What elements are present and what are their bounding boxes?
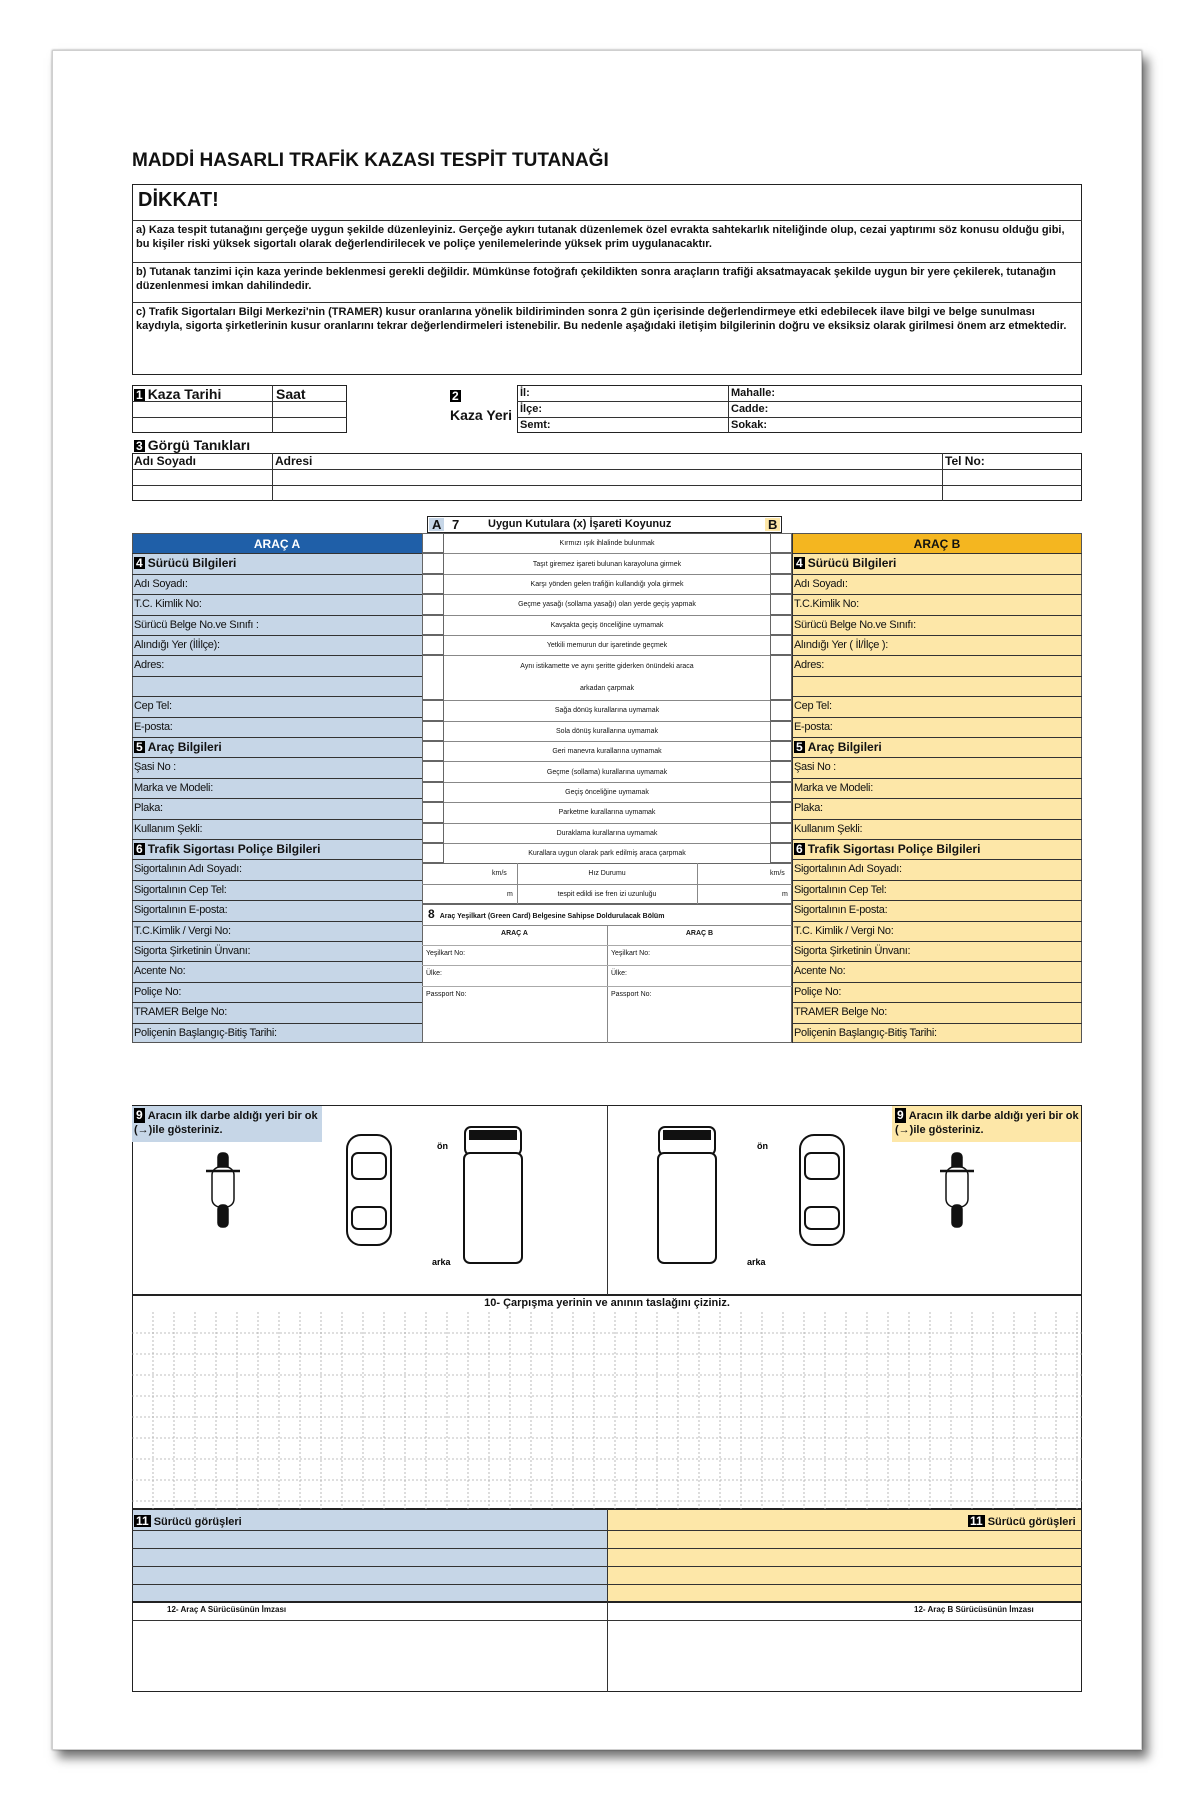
checkbox-b[interactable] xyxy=(770,823,792,843)
violation-item: Yetkili memurun dur işaretinde geçmek xyxy=(546,642,668,650)
sketch-grid[interactable] xyxy=(132,1312,1082,1509)
vehicle-b-field-label: Şasi No : xyxy=(794,761,836,774)
vehicle-b-field-label: Poliçenin Başlangıç-Bitiş Tarihi: xyxy=(794,1026,937,1039)
green-card-b-pas: Passport No: xyxy=(611,990,652,998)
vehicle-a-field-label: Adı Soyadı: xyxy=(134,577,188,590)
section-11-number-b: 11 xyxy=(970,1514,983,1528)
vehicle-a-field-label: Plaka: xyxy=(134,802,163,815)
section-2-number: 2 xyxy=(452,389,459,403)
checkbox-a[interactable] xyxy=(422,615,444,635)
s5-label-a: Araç Bilgileri xyxy=(147,740,222,754)
cadde-label: Cadde: xyxy=(731,403,769,415)
front-label-b: ön xyxy=(757,1141,768,1151)
s6-section-b xyxy=(794,843,980,855)
vehicle-a-field-label: Poliçe No: xyxy=(134,985,182,998)
checkbox-b[interactable] xyxy=(770,761,792,781)
speed-label: Hız Durumu xyxy=(588,870,626,878)
section-7-label: Uygun Kutulara (x) İşareti Koyunuz xyxy=(488,518,672,530)
rear-label-b: arka xyxy=(747,1257,766,1267)
vehicle-a-header: ARAÇ A xyxy=(253,537,301,551)
checkbox-a[interactable] xyxy=(422,782,444,802)
s4-label-a: Sürücü Bilgileri xyxy=(147,556,237,571)
vehicle-b-field-label: Marka ve Modeli: xyxy=(794,781,873,794)
violation-item: Geçme (sollama) kurallarına uymamak xyxy=(546,768,668,776)
section-7-number: 7 xyxy=(452,517,460,532)
checkbox-b[interactable] xyxy=(770,741,792,761)
form-title: MADDİ HASARLI TRAFİK KAZASI TESPİT TUTANAĞI xyxy=(132,150,609,171)
green-card-b-header: ARAÇ B xyxy=(685,929,714,937)
s5-label-b: Araç Bilgileri xyxy=(807,740,882,754)
vehicle-b-field-label: Sigortalının Adı Soyadı: xyxy=(794,863,902,876)
vehicle-b-field-label: Sigortalının Cep Tel: xyxy=(794,883,887,896)
il-label: İl: xyxy=(520,387,530,399)
vehicle-diagrams[interactable] xyxy=(132,1105,1082,1295)
accident-date-label: Kaza Tarihi xyxy=(147,386,222,402)
vehicle-a-field-label: Adres: xyxy=(134,659,164,672)
checkbox-b[interactable] xyxy=(770,843,792,863)
vehicle-b-field-label: Sürücü Belge No.ve Sınıfı: xyxy=(794,618,916,631)
violation-item: Kırmızı ışık ihlalinde bulunmak xyxy=(559,540,655,548)
motorcycle-b-icon[interactable] xyxy=(940,1153,974,1227)
witness-address-label: Adresi xyxy=(275,454,313,468)
section-11-number-a: 11 xyxy=(136,1514,149,1528)
violation-item: Sağa dönüş kurallarına uymamak xyxy=(554,707,660,715)
vehicle-a-field-label: Sürücü Belge No.ve Sınıfı : xyxy=(134,618,259,631)
checkbox-a[interactable] xyxy=(422,823,444,843)
vehicle-a-field-label: Cep Tel: xyxy=(134,700,172,713)
vehicle-b-field-label: TRAMER Belge No: xyxy=(794,1006,888,1019)
violation-item: Parketme kurallarına uymamak xyxy=(558,809,656,817)
accident-place-box[interactable] xyxy=(517,385,1082,433)
car-b-icon[interactable] xyxy=(800,1135,844,1245)
checkbox-b[interactable] xyxy=(770,615,792,635)
checkbox-b[interactable] xyxy=(770,533,792,553)
section-3-number: 3 xyxy=(136,439,143,453)
checkbox-b[interactable] xyxy=(770,594,792,614)
vehicle-a-field-label: Sigortalının Adı Soyadı: xyxy=(134,863,242,876)
violation-item: Geri manevra kurallarına uymamak xyxy=(552,748,662,756)
vehicle-b-field-label: Kullanım Şekli: xyxy=(794,822,863,835)
vehicle-a-field-label: Sigortalının E-posta: xyxy=(134,904,228,917)
violation-item: Geçme yasağı (sollama yasağı) olan yerde geçiş yapmak xyxy=(518,601,696,609)
checkbox-a[interactable] xyxy=(422,741,444,761)
checkbox-a[interactable] xyxy=(422,843,444,863)
brake-unit-a: m xyxy=(507,890,513,898)
s6-section-a xyxy=(134,843,320,855)
violation-item: Kurallara uygun olarak park edilmiş araca çarpmak xyxy=(528,850,686,858)
checkbox-b[interactable] xyxy=(770,700,792,720)
vehicle-a-field-label: Şasi No : xyxy=(134,761,176,774)
mahalle-label: Mahalle: xyxy=(731,387,776,399)
speed-unit-b: km/s xyxy=(770,870,785,878)
section-10-label: 10- Çarpışma yerinin ve anının taslağını çiziniz. xyxy=(484,1297,730,1309)
green-card-a-header: ARAÇ A xyxy=(501,929,528,937)
column-a-letter: A xyxy=(429,518,444,531)
section-9-number-a: 9 xyxy=(136,1108,143,1122)
vehicle-b-field-label: T.C.Kimlik No: xyxy=(794,598,859,611)
rear-label-a: arka xyxy=(432,1257,451,1267)
section-9-label-a: Aracın ilk darbe aldığı yeri bir ok (→)ile gösteriniz. xyxy=(134,1110,318,1136)
witnesses-label: Görgü Tanıkları xyxy=(147,437,251,453)
section-8-number: 8 xyxy=(428,907,435,922)
vehicle-a-field-label: Poliçenin Başlangıç-Bitiş Tarihi: xyxy=(134,1026,277,1039)
violation-item: Geçiş önceliğine uymamak xyxy=(565,789,649,797)
checkbox-b[interactable] xyxy=(770,782,792,802)
s4-section-a xyxy=(134,557,236,569)
brake-unit-b: m xyxy=(782,890,788,898)
vehicle-a-field-label: T.C.Kimlik / Vergi No: xyxy=(134,924,231,937)
motorcycle-a-icon[interactable] xyxy=(206,1153,240,1227)
vehicle-a-field-label: Sigorta Şirketinin Ünvanı: xyxy=(134,945,251,957)
semt-label: Semt: xyxy=(520,419,551,431)
green-card-a-yes: Yeşilkart No: xyxy=(426,950,466,958)
sokak-label: Sokak: xyxy=(731,419,768,431)
vehicle-b-field-label: Poliçe No: xyxy=(794,985,842,998)
vehicle-b-field-label: E-posta: xyxy=(794,720,833,733)
checkbox-a[interactable] xyxy=(422,553,444,573)
vehicle-a-field-label: Alındığı Yer (İlİlçe): xyxy=(134,639,220,651)
violation-item: Taşıt giremez işareti bulunan karayoluna girmek xyxy=(532,560,682,568)
vehicle-b-field-label: Sigorta Şirketinin Ünvanı: xyxy=(794,945,911,957)
checkbox-b[interactable] xyxy=(770,553,792,573)
vehicle-a-field-label: Sigortalının Cep Tel: xyxy=(134,883,227,896)
checkbox-b[interactable] xyxy=(770,655,792,700)
violation-item: Sola dönüş kurallarına uymamak xyxy=(556,727,658,735)
signature-b-label: 12- Araç B Sürücüsünün İmzası xyxy=(914,1605,1034,1614)
checkbox-a[interactable] xyxy=(422,574,444,594)
vehicle-b-field-label: Alındığı Yer ( İl/İlçe ): xyxy=(794,639,888,651)
s5-section-b xyxy=(794,741,882,753)
violation-item: Aynı istikamette ve aynı şeritte giderken önündeki araca xyxy=(520,663,694,671)
s6-number-a: 6 xyxy=(136,842,143,856)
checkbox-a[interactable] xyxy=(422,594,444,614)
vehicle-a-field-label: TRAMER Belge No: xyxy=(134,1006,228,1019)
speed-unit-a: km/s xyxy=(492,870,507,878)
checkbox-a[interactable] xyxy=(422,802,444,822)
checkbox-b[interactable] xyxy=(770,635,792,655)
violation-item: Karşı yönden gelen trafiğin kullandığı yola girmek xyxy=(530,581,684,588)
vehicle-a-field-label: Marka ve Modeli: xyxy=(134,781,213,794)
s4-label-b: Sürücü Bilgileri xyxy=(807,556,897,571)
green-card-a-ulke: Ülke: xyxy=(426,970,442,978)
signature-a-label: 12- Araç A Sürücüsünün İmzası xyxy=(167,1605,287,1614)
checkbox-b[interactable] xyxy=(770,721,792,741)
section-9-label-b: Aracın ilk darbe aldığı yeri bir ok (→)ile gösteriniz. xyxy=(895,1110,1079,1136)
warning-a: a) Kaza tespit tutanağını gerçeğe uygun şekilde düzenleyiniz. Gerçeğe aykırı tutanak düzenlemek özel evrakta sahtekarlık niteliğinde olup, cezai yaptırımı söz konusu olduğu gibi, bu kişiler riski yüksek sigortalı olarak değerlendirilecek ve poliçe yenilemelerinde yüksek prim uygulanacaktır. xyxy=(136,224,1065,250)
checkbox-a[interactable] xyxy=(422,635,444,655)
s6-label-b: Trafik Sigortası Poliçe Bilgileri xyxy=(807,842,981,856)
truck-b-icon[interactable] xyxy=(658,1127,716,1263)
vehicle-a-field-label: Kullanım Şekli: xyxy=(134,822,203,835)
checkbox-b[interactable] xyxy=(770,574,792,594)
brake-label: tespit edildi ise fren izi uzunluğu xyxy=(557,890,657,898)
s5-number-b: 5 xyxy=(796,740,803,754)
front-label-a: ön xyxy=(437,1141,448,1151)
vehicle-b-field-label: Plaka: xyxy=(794,802,823,815)
vehicle-b-field-label: Cep Tel: xyxy=(794,700,832,713)
green-card-b-yes: Yeşilkart No: xyxy=(611,950,651,958)
driver-opinions-a-label: Sürücü görüşleri xyxy=(153,1516,242,1528)
accident-time-label: Saat xyxy=(276,386,306,402)
s5-number-a: 5 xyxy=(136,740,143,754)
vehicle-b-field-label: Acente No: xyxy=(794,965,846,978)
ilce-label: İlçe: xyxy=(520,403,543,415)
s4-number-b: 4 xyxy=(796,556,803,571)
vehicle-b-field-label: Adres: xyxy=(794,659,824,672)
warning-heading: DİKKAT! xyxy=(138,189,219,211)
checkbox-a[interactable] xyxy=(422,721,444,741)
s4-number-a: 4 xyxy=(136,556,143,571)
car-a-icon[interactable] xyxy=(347,1135,391,1245)
accident-place-label: Kaza Yeri xyxy=(450,407,513,423)
witness-name-label: Adı Soyadı xyxy=(134,454,197,468)
warning-c: c) Trafik Sigortaları Bilgi Merkezi'nin (TRAMER) kusur oranlarına yönelik bildiriminden sonra 2 gün içerisinde değerlendirmeye etki edebilecek ilave bilgi ve belge sunulması kaydıyla, sigorta şirketlerinin kusur oranlarını tekrar değerlendirmeleri istenebilir. Bu nedenle aşağıdaki iletişim bilgilerinin doğru ve eksiksiz olarak girilmesi önem arz etmektedir. xyxy=(136,306,1067,332)
section-8-label: Araç Yeşilkart (Green Card) Belgesine Sahipse Doldurulacak Bölüm xyxy=(439,913,665,921)
checkbox-a[interactable] xyxy=(422,761,444,781)
checkbox-a[interactable] xyxy=(422,655,444,700)
section-1-number: 1 xyxy=(136,388,143,402)
section-9-number-b: 9 xyxy=(897,1108,904,1122)
column-b-letter: B xyxy=(765,518,780,531)
s6-label-a: Trafik Sigortası Poliçe Bilgileri xyxy=(147,842,321,856)
witness-tel-label: Tel No: xyxy=(945,454,985,468)
green-card-a-pas: Passport No: xyxy=(426,990,467,998)
checkbox-a[interactable] xyxy=(422,700,444,720)
green-card-b-ulke: Ülke: xyxy=(611,970,627,978)
vehicle-b-field-label: Adı Soyadı: xyxy=(794,577,848,590)
vehicle-a-field-label: T.C. Kimlik No: xyxy=(134,598,202,611)
s4-section-b xyxy=(794,557,896,569)
s6-number-b: 6 xyxy=(796,842,803,856)
warning-b: b) Tutanak tanzimi için kaza yerinde beklenmesi gerekli değildir. Mümkünse fotoğrafı çekildikten sonra araçların trafiği aksatmayacak şekilde uygun bir yere çekilerek, tutanağın düzenlenmesi imkan dahilindedir. xyxy=(136,266,1056,292)
truck-a-icon[interactable] xyxy=(464,1127,522,1263)
checkbox-b[interactable] xyxy=(770,802,792,822)
vehicle-b-field-label: Sigortalının E-posta: xyxy=(794,904,888,917)
vehicle-b-header: ARAÇ B xyxy=(913,537,961,551)
vehicle-a-field-label: E-posta: xyxy=(134,720,173,733)
checkbox-a[interactable] xyxy=(422,533,444,553)
vehicle-a-field-label: Acente No: xyxy=(134,965,186,978)
section-8-title xyxy=(426,908,664,921)
violation-item: Duraklama kurallarına uymamak xyxy=(556,829,658,837)
violation-item: Kavşakta geçiş önceliğine uymamak xyxy=(550,621,664,629)
s5-section-a xyxy=(134,741,222,753)
driver-opinions-b-label: Sürücü görüşleri xyxy=(987,1516,1076,1528)
vehicle-b-field-label: T.C. Kimlik / Vergi No: xyxy=(794,924,894,937)
violation-item: arkadan çarpmak xyxy=(579,685,635,693)
